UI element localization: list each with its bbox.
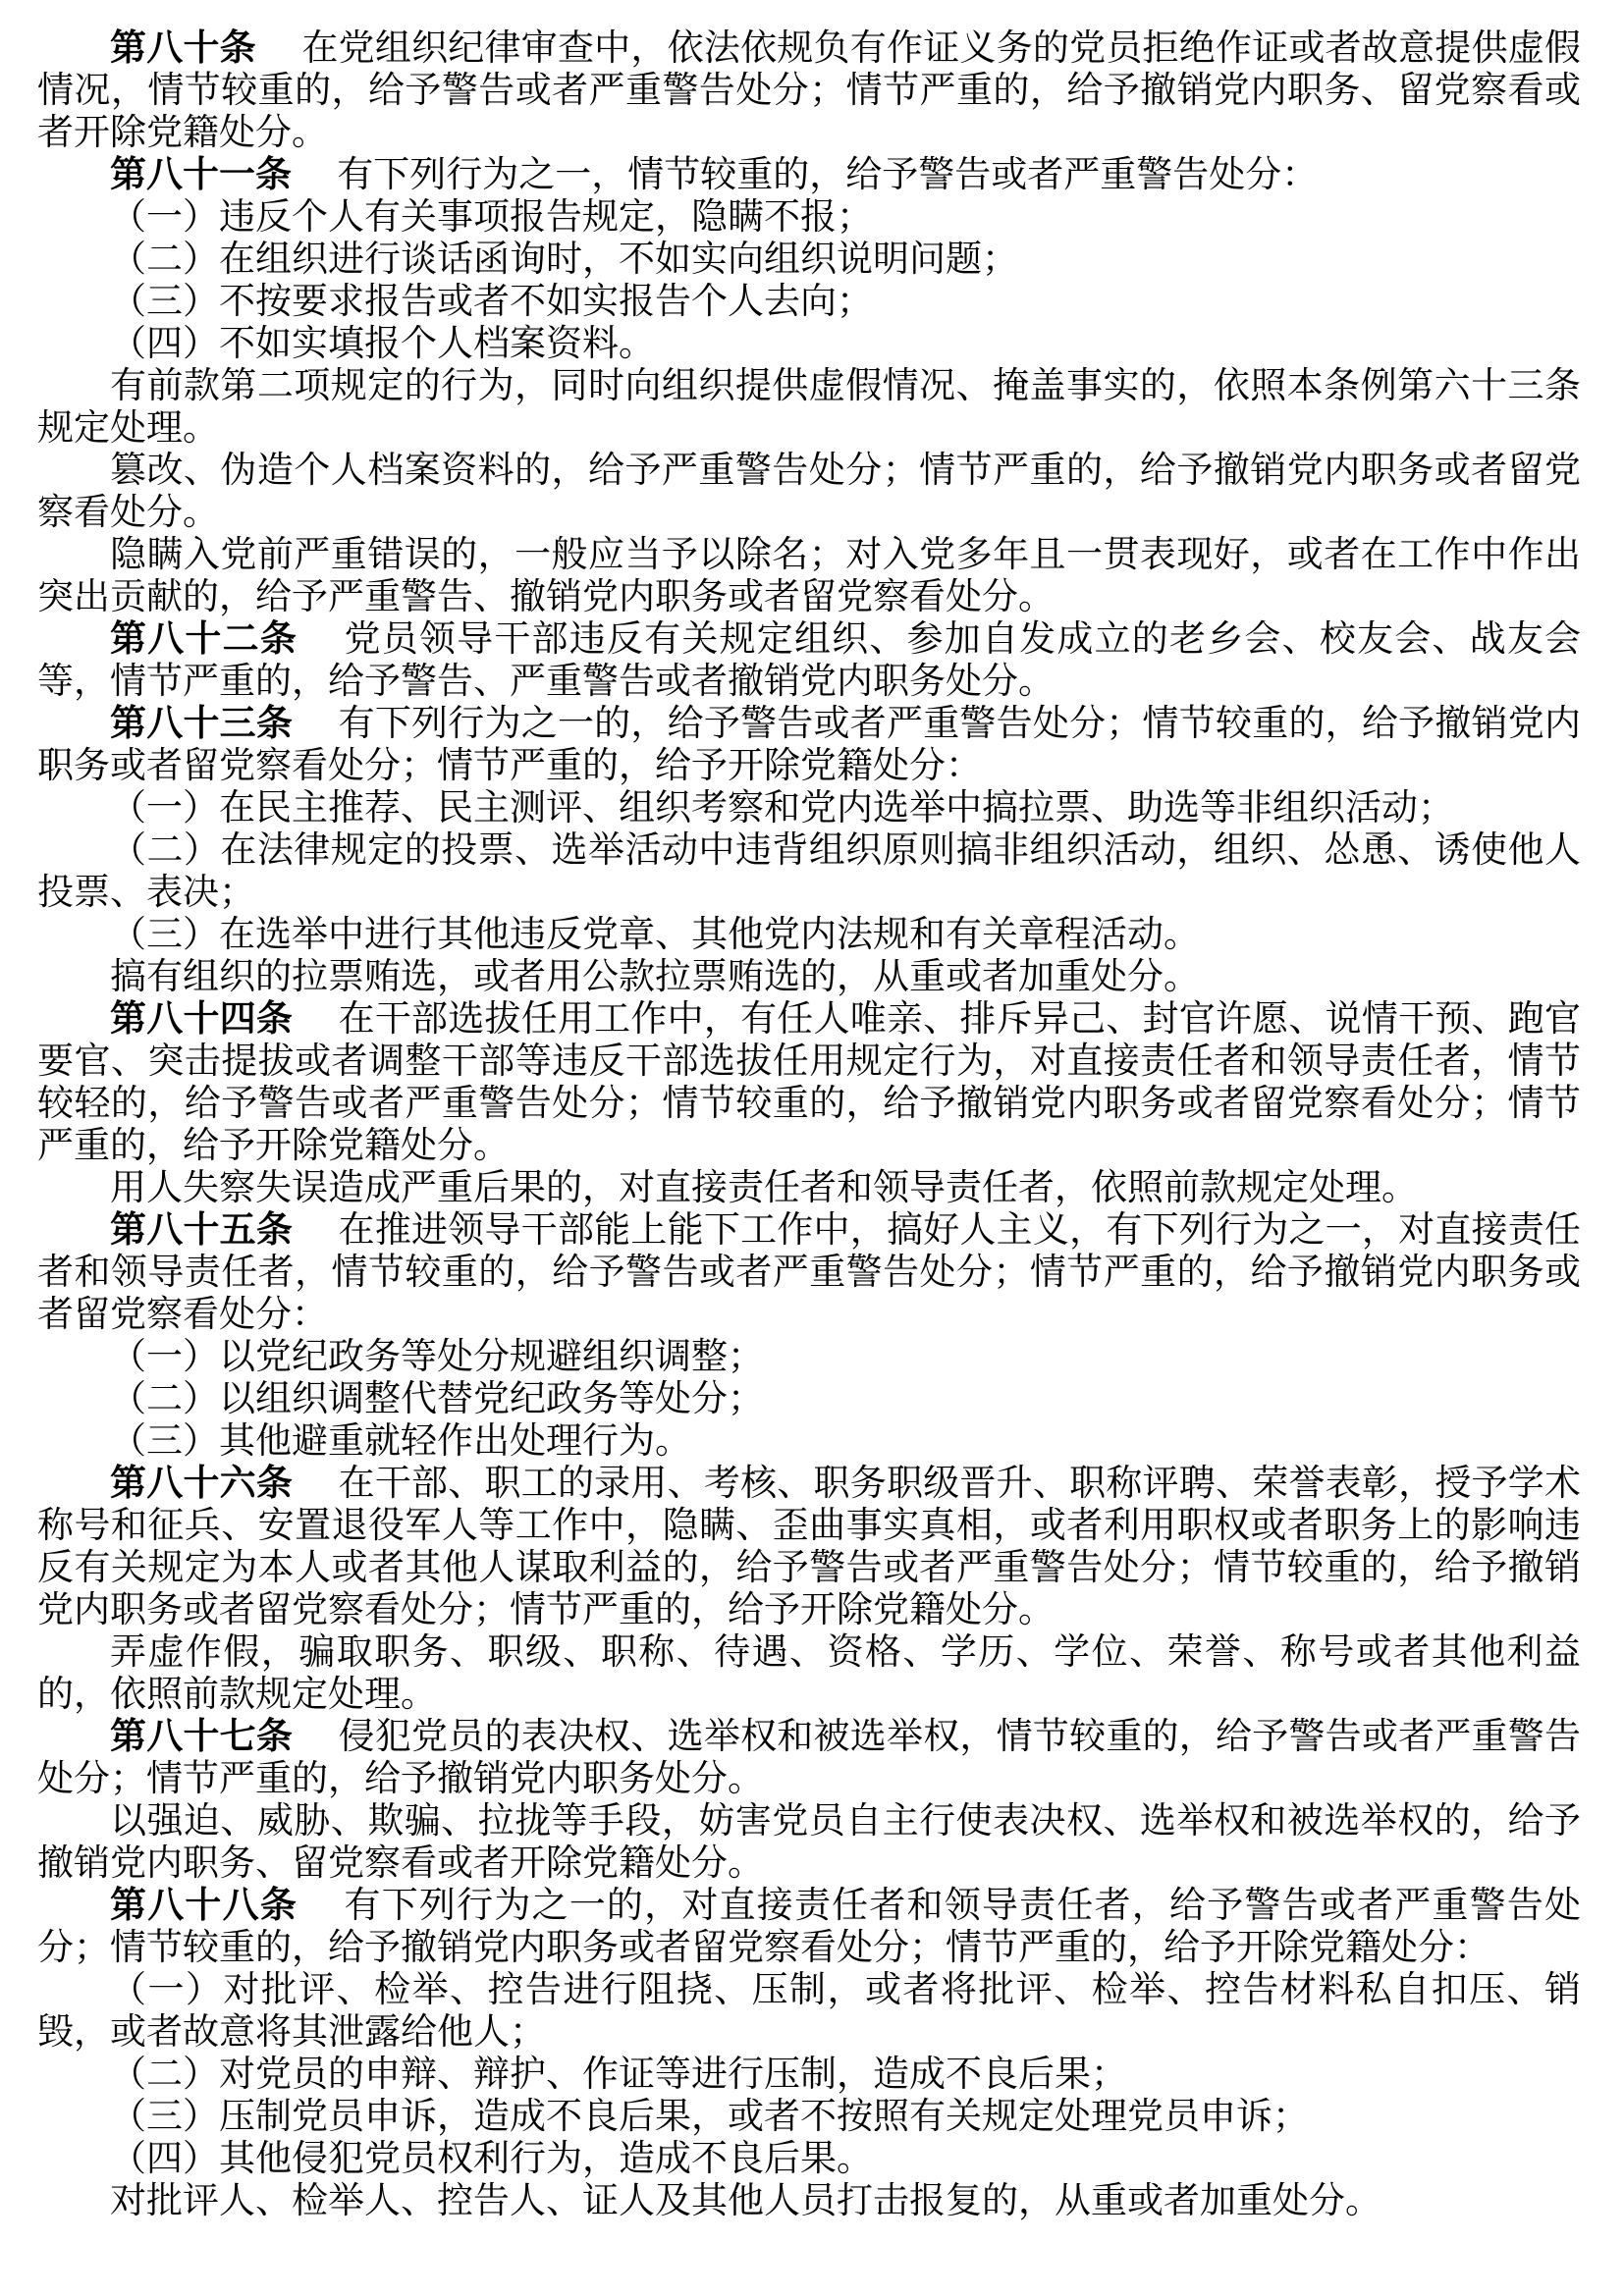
paragraph [37, 1885, 1581, 1969]
paragraph [37, 1463, 1581, 1631]
paragraph-text: 对批评人、检举人、控告人、证人及其他人员打击报复的，从重或者加重处分。 [110, 2181, 1381, 2221]
paragraph [37, 1716, 1581, 1800]
paragraph [37, 2138, 1581, 2180]
paragraph-text: 有下列行为之一，情节较重的，给予警告或者严重警告处分： [337, 155, 1319, 195]
paragraph-text: 隐瞒入党前严重错误的，一般应当予以除名；对入党多年且一贯表现好，或者在工作中作出突出贡献的，给予严重警告、撤销党内职务或者留党察看处分。 [37, 535, 1581, 617]
paragraph-text: （一）违反个人有关事项报告规定，隐瞒不报； [110, 197, 873, 238]
article-number: 第八十五条 [110, 1210, 294, 1251]
paragraph-text: （一）对批评、检举、控告进行阻挠、压制，或者将批评、检举、控告材料私自扣压、销毁，或者故意将其泄露给他人； [37, 1970, 1581, 2053]
paragraph-text: 有下列行为之一的，给予警告或者严重警告处分；情节较重的，给予撤销党内职务或者留党察看处分；情节严重的，给予开除党籍处分： [37, 704, 1582, 786]
paragraph [37, 998, 1581, 1167]
paragraph [37, 1209, 1581, 1336]
paragraph-text: 党员领导干部违反有关规定组织、参加自发成立的老乡会、校友会、战友会等，情节严重的，给予警告、严重警告或者撤销党内职务处分。 [37, 619, 1582, 702]
paragraph [37, 1336, 1581, 1378]
paragraph-text: 在干部选拔任用工作中，有任人唯亲、排斥异己、封官许愿、说情干预、跑官要官、突击提拔或者调整干部等违反干部选拔任用规定行为，对直接责任者和领导责任者，情节较轻的，给予警告或者严重警告处分；情节较重的，给予撤销党内职务或者留党察看处分；情节严重的，给予开除党籍处分。 [37, 999, 1582, 1166]
paragraph-text: （二）对党员的申辩、辩护、作证等进行压制，造成不良后果； [110, 2055, 1127, 2095]
paragraph [37, 1378, 1581, 1420]
paragraph-text: 篡改、伪造个人档案资料的，给予严重警告处分；情节严重的，给予撤销党内职务或者留党察看处分。 [37, 451, 1581, 533]
paragraph-text: （一）以党纪政务等处分规避组织调整； [110, 1337, 764, 1377]
paragraph-text: （四）不如实填报个人档案资料。 [110, 324, 655, 364]
paragraph-text: （二）在法律规定的投票、选举活动中违背组织原则搞非组织活动，组织、怂恿、诱使他人投票、表决； [37, 830, 1581, 913]
paragraph [37, 1800, 1581, 1885]
paragraph [37, 2180, 1581, 2222]
article-number: 第八十条 [110, 28, 256, 69]
article-number: 第八十四条 [110, 999, 294, 1040]
paragraph-text: 侵犯党员的表决权、选举权和被选举权，情节较重的，给予警告或者严重警告处分；情节严重的，给予撤销党内职务处分。 [37, 1717, 1582, 1799]
paragraph-text: 弄虚作假，骗取职务、职级、职称、待遇、资格、学历、学位、荣誉、称号或者其他利益的，依照前款规定处理。 [37, 1632, 1581, 1715]
paragraph [37, 618, 1581, 703]
paragraph-text: （三）其他避重就轻作出处理行为。 [110, 1421, 691, 1462]
article-number: 第八十八条 [110, 1886, 298, 1926]
article-number: 第八十七条 [110, 1717, 294, 1757]
paragraph-text: （三）不按要求报告或者不如实报告个人去向； [110, 282, 873, 322]
paragraph-text: （二）以组织调整代替党纪政务等处分； [110, 1379, 764, 1419]
paragraph-text: 在推进领导干部能上能下工作中，搞好人主义，有下列行为之一，对直接责任者和领导责任者，情节较重的，给予警告或者严重警告处分；情节严重的，给予撤销党内职务或者留党察看处分： [37, 1210, 1582, 1335]
paragraph [37, 1969, 1581, 2054]
paragraph-text: （三）在选举中进行其他违反党章、其他党内法规和有关章程活动。 [110, 915, 1200, 955]
paragraph [37, 154, 1581, 196]
paragraph-text: （二）在组织进行谈话函询时，不如实向组织说明问题； [110, 240, 1018, 280]
article-number: 第八十二条 [110, 619, 298, 660]
paragraph [37, 281, 1581, 323]
paragraph [37, 534, 1581, 618]
paragraph [37, 323, 1581, 365]
paragraph [37, 914, 1581, 956]
paragraph-text: （四）其他侵犯党员权利行为，造成不良后果。 [110, 2139, 873, 2179]
paragraph-text: 搞有组织的拉票贿选，或者用公款拉票贿选的，从重或者加重处分。 [110, 957, 1200, 997]
paragraph [37, 27, 1581, 154]
paragraph [37, 196, 1581, 239]
paragraph [37, 365, 1581, 450]
paragraph-text: 用人失察失误造成严重后果的，对直接责任者和领导责任者，依照前款规定处理。 [110, 1168, 1418, 1208]
paragraph-text: 在干部、职工的录用、考核、职务职级晋升、职称评聘、荣誉表彰，授予学术称号和征兵、安置退役军人等工作中，隐瞒、歪曲事实真相，或者利用职权或者职务上的影响违反有关规定为本人或者其他人谋取利益的，给予警告或者严重警告处分；情节较重的，给予撤销党内职务或者留党察看处分；情节严重的，给予开除党籍处分。 [37, 1464, 1582, 1630]
paragraph [37, 450, 1581, 534]
paragraph-text: 以强迫、威胁、欺骗、拉拢等手段，妨害党员自主行使表决权、选举权和被选举权的，给予撤销党内职务、留党察看或者开除党籍处分。 [37, 1801, 1581, 1884]
paragraph-text: 有下列行为之一的，对直接责任者和领导责任者，给予警告或者严重警告处分；情节较重的，给予撤销党内职务或者留党察看处分；情节严重的，给予开除党籍处分： [37, 1886, 1582, 1968]
paragraph-text: 在党组织纪律审查中，依法依规负有作证义务的党员拒绝作证或者故意提供虚假情况，情节较重的，给予警告或者严重警告处分；情节严重的，给予撤销党内职务、留党察看或者开除党籍处分。 [37, 28, 1582, 153]
article-number: 第八十三条 [110, 704, 294, 744]
article-number: 第八十六条 [110, 1464, 294, 1504]
paragraph [37, 956, 1581, 998]
paragraph-text: （一）在民主推荐、民主测评、组织考察和党内选举中搞拉票、助选等非组织活动； [110, 788, 1454, 828]
paragraph [37, 787, 1581, 829]
paragraph [37, 1420, 1581, 1463]
paragraph [37, 2096, 1581, 2138]
paragraph-text: （三）压制党员申诉，造成不良后果，或者不按照有关规定处理党员申诉； [110, 2097, 1309, 2137]
paragraph [37, 239, 1581, 281]
paragraph [37, 829, 1581, 914]
paragraph-text: 有前款第二项规定的行为，同时向组织提供虚假情况、掩盖事实的，依照本条例第六十三条规定处理。 [37, 366, 1581, 449]
paragraph [37, 1631, 1581, 1716]
paragraph [37, 2054, 1581, 2096]
article-number: 第八十一条 [110, 155, 292, 195]
paragraph [37, 703, 1581, 787]
paragraph [37, 1167, 1581, 1209]
